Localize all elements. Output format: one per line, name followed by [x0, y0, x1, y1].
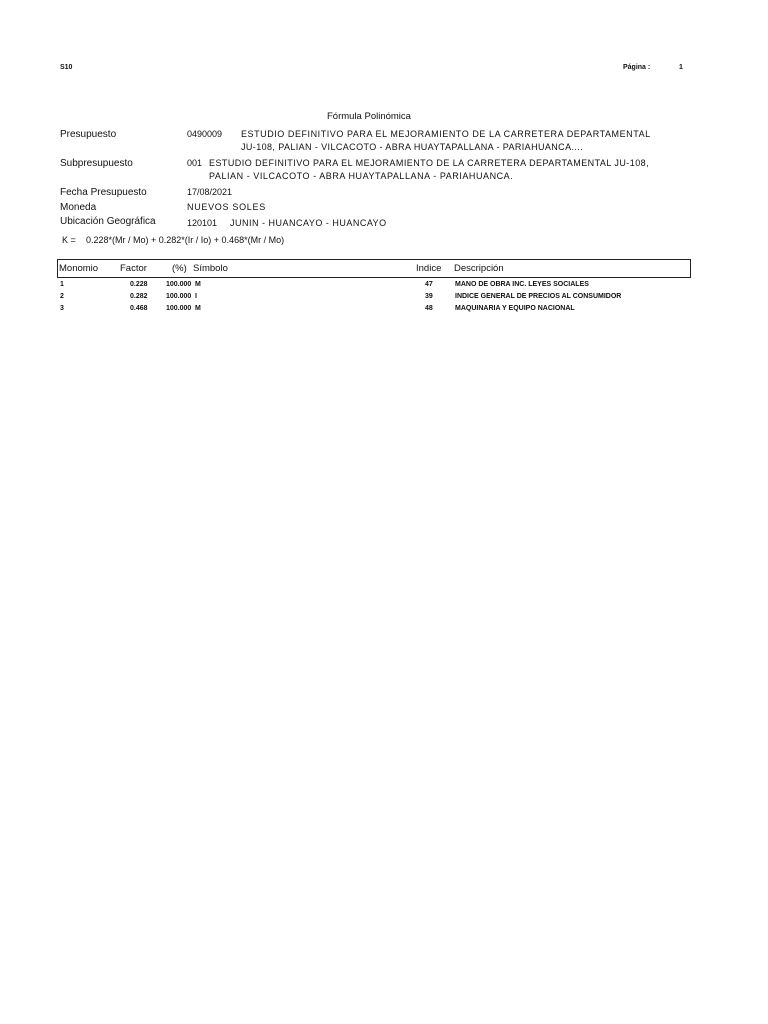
cell-monomio: 3 [60, 305, 64, 312]
ubicacion-value: JUNIN - HUANCAYO - HUANCAYO [230, 218, 387, 228]
col-descripcion-header: Descripción [454, 263, 504, 274]
cell-factor: 0.228 [130, 281, 148, 288]
page-number: 1 [679, 64, 683, 71]
cell-descripcion: MAQUINARIA Y EQUIPO NACIONAL [455, 305, 575, 312]
moneda-value: NUEVOS SOLES [187, 202, 266, 212]
ubicacion-label: Ubicación Geográfica [60, 216, 156, 227]
cell-indice: 47 [425, 281, 433, 288]
col-factor-header: Factor [120, 263, 147, 274]
col-simbolo-header: Símbolo [193, 263, 228, 274]
cell-monomio: 2 [60, 293, 64, 300]
subpresupuesto-desc-line1: ESTUDIO DEFINITIVO PARA EL MEJORAMIENTO DE LA CARRETERA DEPARTAMENTAL JU-108, [209, 158, 650, 168]
document-title: Fórmula Polinómica [327, 111, 411, 122]
subpresupuesto-code: 001 [187, 158, 203, 168]
cell-factor: 0.282 [130, 293, 148, 300]
system-code: S10 [60, 64, 73, 71]
cell-indice: 39 [425, 293, 433, 300]
subpresupuesto-desc-line2: PALIAN - VILCACOTO - ABRA HUAYTAPALLANA - PARIAHUANCA. [209, 171, 514, 181]
fecha-value: 17/08/2021 [187, 187, 233, 197]
cell-simbolo: M [195, 305, 201, 312]
cell-indice: 48 [425, 305, 433, 312]
cell-simbolo: M [195, 281, 201, 288]
col-indice-header: Indice [416, 263, 442, 274]
presupuesto-code: 0490009 [187, 129, 223, 139]
cell-descripcion: MANO DE OBRA INC. LEYES SOCIALES [455, 281, 589, 288]
cell-pct: 100.000 [166, 281, 192, 288]
subpresupuesto-label: Subpresupuesto [60, 158, 133, 169]
col-monomio-header: Monomio [59, 263, 99, 274]
presupuesto-label: Presupuesto [60, 129, 117, 140]
table-header-box [57, 259, 691, 278]
cell-factor: 0.468 [130, 305, 148, 312]
cell-pct: 100.000 [166, 305, 192, 312]
presupuesto-desc-line1: ESTUDIO DEFINITIVO PARA EL MEJORAMIENTO DE LA CARRETERA DEPARTAMENTAL [241, 129, 651, 139]
cell-monomio: 1 [60, 281, 64, 288]
fecha-label: Fecha Presupuesto [60, 187, 147, 198]
cell-descripcion: INDICE GENERAL DE PRECIOS AL CONSUMIDOR [455, 293, 622, 300]
page-label: Página : [623, 64, 651, 71]
ubicacion-code: 120101 [187, 218, 218, 228]
cell-simbolo: I [195, 293, 197, 300]
moneda-label: Moneda [60, 202, 97, 213]
formula-expression: 0.228*(Mr / Mo) + 0.282*(Ir / Io) + 0.468*(Mr / Mo) [86, 235, 285, 245]
formula-label: K = [62, 235, 76, 245]
cell-pct: 100.000 [166, 293, 192, 300]
presupuesto-desc-line2: JU-108, PALIAN - VILCACOTO - ABRA HUAYTAPALLANA - PARIAHUANCA.... [241, 142, 584, 152]
col-pct-header: (%) [172, 263, 187, 274]
